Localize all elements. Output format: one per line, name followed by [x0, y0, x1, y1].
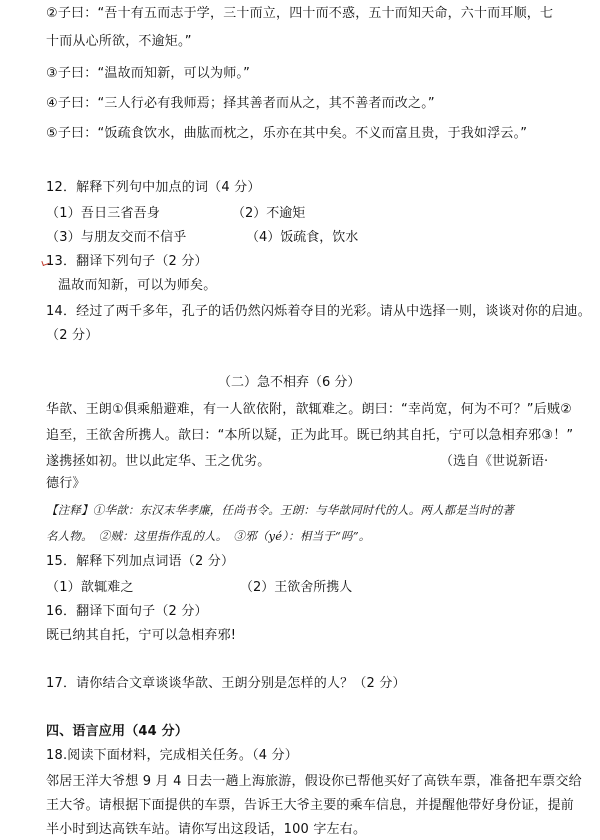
passage-line-1: 华歆、王朗①俱乘船避难，有一人欲依附，歆辄难之。朗曰：“幸尚宽，何为不可？”后贼② [46, 402, 572, 417]
q14-line-2: （2 分） [46, 328, 99, 343]
q12-item-3: （3）与朋友交而不信乎 [46, 230, 187, 245]
quote-4: ④子曰：“三人行必有我师焉；择其善者而从之，其不善者而改之。” [46, 96, 435, 111]
q12-item-4: （4）饭疏食，饮水 [246, 230, 359, 245]
quote-2-line-2: 十而从心所欲，不逾矩。” [46, 34, 192, 49]
section-4-title: 四、语言应用（44 分） [46, 724, 189, 739]
annotation-line-1: 【注释】①华歆：东汉末华孝廉，任尚书令。王朗：与华歆同时代的人。两人都是当时的著 [46, 503, 514, 517]
q13-sentence: 温故而知新，可以为师矣。 [58, 278, 217, 293]
q15-item-2: （2）王欲舍所携人 [240, 580, 353, 595]
q15-item-1: （1）歆辄难之 [46, 580, 134, 595]
quote-3: ③子曰：“温故而知新，可以为师。” [46, 66, 251, 81]
q17-title: 17．请你结合文章谈谈华歆、王朗分别是怎样的人？（2 分） [46, 676, 406, 691]
passage-line-2: 追至，王欲舍所携人。歆曰：“本所以疑，正为此耳。既已纳其自托，宁可以急相弃邪③！” [46, 428, 574, 443]
q18-line-3: 半小时到达高铁车站。请你写出这段话，100 字左右。 [46, 822, 367, 837]
passage-source: （选自《世说新语· [440, 454, 549, 469]
q12-item-2: （2）不逾矩 [232, 206, 306, 221]
q18-line-1: 邻居王洋大爷想 9 月 4 日去一趟上海旅游，假设你已帮他买好了高铁车票，准备把车票交给 [46, 774, 582, 789]
annotation-line-2: 名人物。 ②贼：这里指作乱的人。 ③邪（yé）：相当于“吗”。 [46, 529, 371, 543]
passage-line-3: 遂携拯如初。世以此定华、王之优劣。 [46, 454, 271, 469]
section-2-title: （二）急不相弃（6 分） [218, 375, 361, 390]
q16-sentence: 既已纳其自托，宁可以急相弃邪! [46, 628, 237, 643]
q16-title: 16．翻译下面句子（2 分） [46, 604, 208, 619]
q13-title: 13．翻译下列句子（2 分） [46, 254, 208, 269]
q18-title: 18.阅读下面材料，完成相关任务。（4 分） [46, 748, 298, 763]
q14-line-1: 14．经过了两千多年，孔子的话仍然闪烁着夺目的光彩。请从中选择一则，谈谈对你的启迪。 [46, 304, 591, 319]
q15-title: 15．解释下列加点词语（2 分） [46, 554, 235, 569]
quote-2-line-1: ②子曰：“吾十有五而志于学，三十而立，四十而不惑，五十而知天命，六十而耳顺，七 [46, 6, 554, 21]
q12-item-1: （1）吾日三省吾身 [46, 206, 161, 221]
q18-line-2: 王大爷。请根据下面提供的车票，告诉王大爷主要的乘车信息，并提醒他带好身份证，提前 [46, 798, 575, 813]
q12-title: 12．解释下列句中加点的词（4 分） [46, 180, 261, 195]
quote-5: ⑤子曰：“饭疏食饮水，曲肱而枕之，乐亦在其中矣。不义而富且贵，于我如浮云。” [46, 126, 528, 141]
passage-source-cont: 德行》 [46, 476, 86, 491]
